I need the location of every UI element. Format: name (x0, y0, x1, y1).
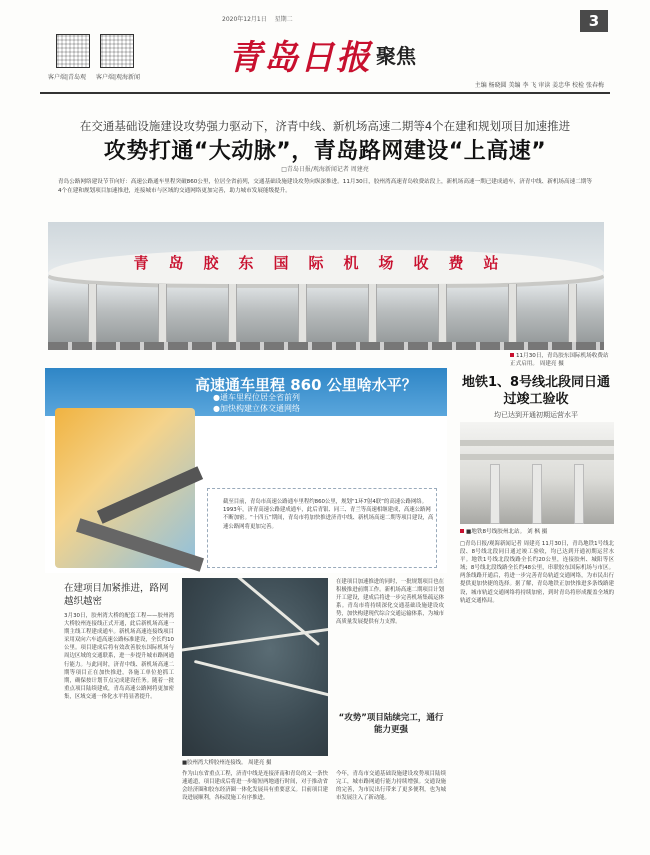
metro-headline[interactable]: 地铁1、8号线北段同日通过竣工验收 (461, 375, 611, 407)
left-column-text: 3月30日，胶州湾大桥的配套工程——胶州湾大桥胶州连接线正式开通，此后新机场高速一期主线工程建成通车。新机场高速连接线项目采用双向六车道高速公路标准建设，全长约10公里。项目建成后将有效改善胶东国际机场与周边区域的交通联系，进一步提升城市路网通行能力。与此同时，济青中线、新机场高速二期等项目正在加快推进，各施工单位抢抓工期，确保按计划节点完成建设任务。随着一批重点项目陆续建成，青岛高速公路网将更加密集，区域交通一体化水平将显著提升。 (64, 613, 174, 700)
masthead-divider (40, 92, 610, 94)
issue-date: 2020年12月1日 (222, 16, 267, 23)
toll-canopy-sign: 青岛胶东国际机场收费站 (133, 254, 519, 272)
toll-pillar (228, 284, 237, 344)
bridge-column-text: 作为山东省重点工程，济青中线是连接济南和青岛的又一条快速通道，项目建成后将进一步缩短两地通行时间，对于推动省会经济圈和胶东经济圈一体化发展具有重要意义。目前项目建设进展顺利，各标段施工有序推进。 (182, 771, 328, 802)
section-name: 聚焦 (376, 44, 416, 68)
road-illustration (97, 466, 203, 524)
station-column (574, 464, 584, 524)
metro-station-photo[interactable] (460, 422, 614, 524)
station-beam (460, 440, 614, 446)
infographic (45, 368, 447, 573)
headline-byline: □青岛日报/观海新闻记者 周建亮 (281, 166, 369, 173)
highway-illustration (55, 408, 195, 568)
left-column-heading[interactable]: 在建项目加紧推进，路网越织越密 (64, 583, 169, 607)
bridge-span (182, 626, 328, 653)
bridge-span (194, 660, 328, 699)
editors-line: 主编 杨晓圆 美编 李 飞 审读 姜忠华 校检 张春梅 (474, 82, 604, 89)
road-lanes (48, 342, 604, 350)
toll-pillar (368, 284, 377, 344)
infographic-bullet: ●加快构建立体交通网络 (213, 404, 300, 413)
toll-pillar (158, 284, 167, 344)
middle-column-text: 在建项目加速推进的同时，一批规划项目也在积极推进前期工作。新机场高速二期项目计划开工建设，建成后将进一步完善机场集疏运体系。青岛市将持续深化交通基础设施建设攻势，加快构建现代综合交通运输体系，为城市高质量发展提供有力支撑。 (336, 579, 444, 626)
station-beam (460, 454, 614, 460)
infographic-title[interactable]: 高速通车里程 860 公里啥水平？ (195, 376, 417, 394)
infographic-bullet: ●通车里程位居全省前列 (213, 393, 300, 402)
middle-subhead[interactable]: “攻势”项目陆续完工，通行能力更强 (338, 713, 444, 735)
toll-photo-caption: 11月30日，青岛胶东国际机场收费站正式启用。 周建亮 摄 (510, 353, 609, 367)
qr-code-icon[interactable] (56, 34, 90, 68)
bridge-aerial-photo[interactable] (182, 578, 328, 756)
metro-photo-caption: ■地铁8号线胶州北站。 刘 枫 摄 (460, 527, 614, 535)
toll-pillar (568, 284, 577, 344)
infographic-text: 截至目前，青岛市高速公路通车里程约860公里，规划“1环7射4联”的高速公路网络。1993年，济青高速公路建成通车，此后青银、同三、青兰等高速相继建成，高速公路网不断加密。“十四五”期间，青岛市将加快推进济青中线、新机场高速二期等项目建设，高速公路网将更加完善。 (223, 499, 434, 530)
qr-code-icon[interactable] (100, 34, 134, 68)
qr-caption: 客户端|观海新闻 (96, 74, 141, 81)
toll-station-photo[interactable] (48, 222, 604, 350)
road-illustration (76, 518, 204, 571)
metro-article-text: □青岛日报/观海新闻记者 周建亮 11月30日，青岛地铁1号线北段、8号线北段同日通过竣工验收，均已达到开通初期运营水平。地铁1号线北段线路全长约20公里，连接胶州、城阳等区域；8号线北段线路全长约48公里，串联胶东国际机场与市区。两条线路开通后，将进一步完善青岛轨道交通网络，为市民出行提供更加快捷的选择。据了解，青岛地铁正加快推进多条线路建设，城市轨道交通网络将持续加密，到时青岛将形成覆盖全域的轨道交通格局。 (460, 541, 614, 604)
toll-pillar (438, 284, 447, 344)
page-headline[interactable]: 攻势打通“大动脉”，青岛路网建设“上高速” (103, 139, 547, 164)
page-number: 3 (580, 10, 608, 32)
toll-pillar (508, 284, 517, 344)
lead-paragraph: 青岛公路网络建设节节向好：高速公路通车里程突破860公里，位居全省前列，交通基础设施建设攻势向纵深推进。11月30日，胶州湾高速青岛收费站段上，新机场高速一期已建成通车，济青中线、新机场高速二期等4个在建和规划项目加速推进，连接城市与区域的交通网络更加完善，助力城市发展能级提升。 (58, 179, 592, 194)
qr-caption: 客户端|青岛观 (48, 74, 87, 81)
headline-kicker: 在交通基础设施建设攻势强力驱动下，济青中线、新机场高速二期等4个在建和规划项目加速推进 (79, 119, 571, 133)
middle-column-text-2: 今年，青岛市交通基础设施建设攻势项目陆续完工，城市路网通行能力持续增强。交通设施的完善，为市民出行带来了更多便利，也为城市发展注入了新动能。 (336, 771, 446, 802)
toll-pillar (88, 284, 97, 344)
bridge-photo-caption: ■胶州湾大桥胶州连接线。 周建亮 摄 (182, 760, 272, 766)
toll-pillar (298, 284, 307, 344)
weekday: 星期二 (274, 16, 293, 23)
masthead (0, 0, 650, 96)
newspaper-logo: 青岛日报 (228, 38, 372, 78)
metro-subhead: 均已达到开通初期运营水平 (494, 411, 578, 419)
station-column (532, 464, 542, 524)
station-column (490, 464, 500, 524)
dateline (222, 14, 299, 23)
